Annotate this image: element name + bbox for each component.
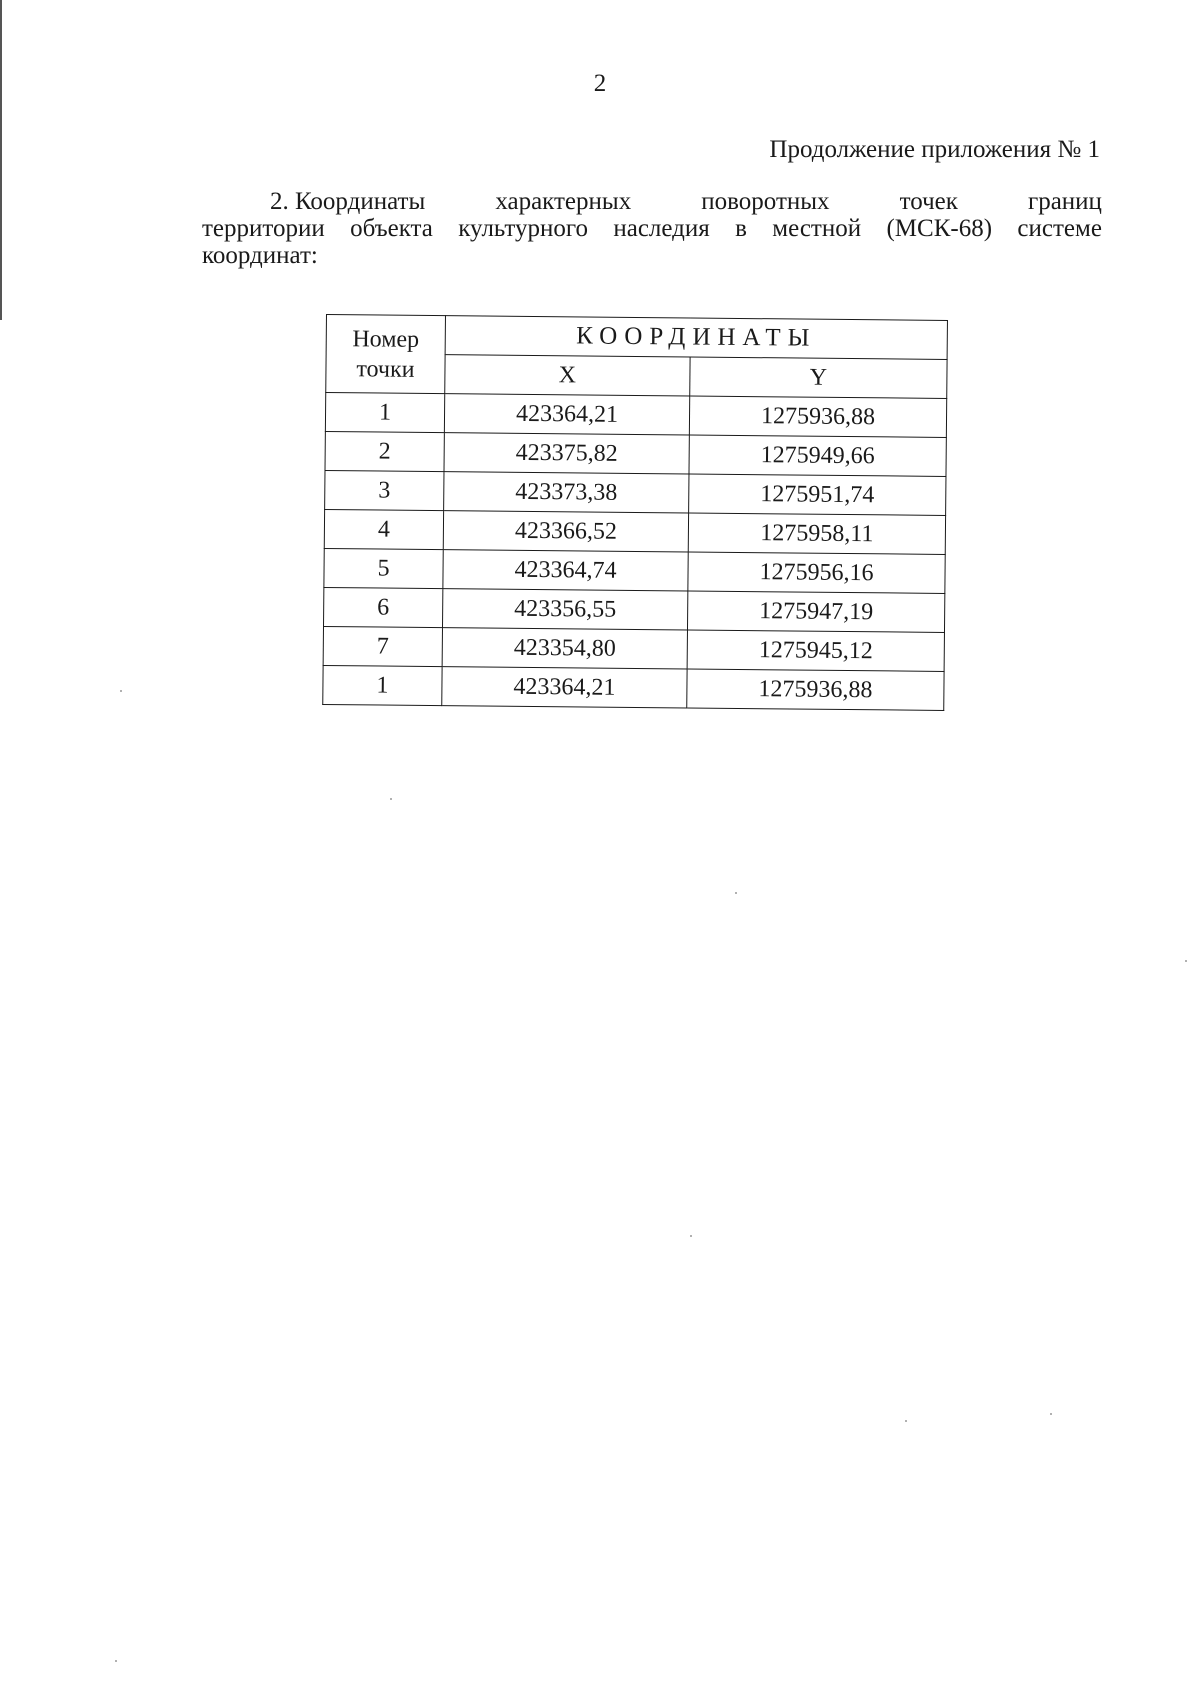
paragraph-word: в bbox=[735, 215, 747, 242]
scan-speck bbox=[1185, 960, 1187, 962]
point-number-header: Номер точки bbox=[326, 315, 446, 394]
y-coordinate-cell: 1275945,12 bbox=[687, 630, 944, 671]
y-header: Y bbox=[690, 357, 947, 398]
point-number-cell: 6 bbox=[324, 587, 443, 627]
paragraph-word: (МСК-68) bbox=[886, 215, 993, 242]
scan-speck bbox=[690, 1235, 692, 1237]
x-coordinate-cell: 423373,38 bbox=[444, 472, 689, 513]
y-coordinate-cell: 1275947,19 bbox=[687, 591, 944, 632]
paragraph-word: характерных bbox=[495, 188, 632, 215]
y-coordinate-cell: 1275951,74 bbox=[689, 474, 946, 515]
point-number-cell: 5 bbox=[324, 548, 443, 588]
x-coordinate-cell: 423364,74 bbox=[443, 550, 688, 591]
paragraph-word: координат: bbox=[202, 242, 318, 269]
paragraph-word: 2. Координаты bbox=[270, 188, 426, 215]
paragraph-word: местной bbox=[772, 215, 862, 242]
table-row bbox=[325, 470, 946, 515]
y-coordinate-cell: 1275958,11 bbox=[688, 513, 945, 554]
paragraph-word: объекта bbox=[350, 215, 433, 242]
paragraph-line-1 bbox=[202, 188, 1102, 215]
paragraph-word: поворотных bbox=[701, 188, 830, 215]
table-row bbox=[324, 509, 945, 554]
scan-speck bbox=[115, 1660, 117, 1662]
scan-speck bbox=[735, 892, 737, 894]
x-coordinate-cell: 423356,55 bbox=[442, 589, 687, 630]
x-header: X bbox=[445, 355, 690, 396]
point-number-cell: 1 bbox=[325, 393, 444, 433]
y-coordinate-cell: 1275936,88 bbox=[687, 669, 944, 710]
section-paragraph bbox=[202, 188, 1102, 269]
table-row bbox=[324, 548, 945, 593]
coordinates-table-body bbox=[323, 393, 947, 711]
coordinates-group-header: КООРДИНАТЫ bbox=[445, 316, 947, 360]
table-row bbox=[325, 393, 946, 438]
page-number: 2 bbox=[593, 70, 607, 97]
paragraph-word: системе bbox=[1017, 215, 1102, 242]
scan-speck bbox=[120, 690, 122, 692]
coordinates-table bbox=[322, 314, 948, 711]
table-row bbox=[324, 587, 945, 632]
y-coordinate-cell: 1275956,16 bbox=[688, 552, 945, 593]
y-coordinate-cell: 1275936,88 bbox=[689, 396, 946, 437]
point-number-cell: 1 bbox=[323, 665, 442, 705]
table-row bbox=[325, 431, 946, 476]
point-number-cell: 2 bbox=[325, 431, 444, 471]
paragraph-word: границ bbox=[1027, 188, 1102, 215]
scan-speck bbox=[1050, 1413, 1052, 1415]
paragraph-word: территории bbox=[202, 215, 325, 242]
x-coordinate-cell: 423375,82 bbox=[444, 433, 689, 474]
x-coordinate-cell: 423364,21 bbox=[442, 667, 687, 708]
point-number-cell: 7 bbox=[323, 626, 442, 666]
paragraph-word: культурного bbox=[458, 215, 588, 242]
paragraph-line-2 bbox=[202, 215, 1102, 242]
paragraph-word: точек bbox=[899, 188, 958, 215]
scan-speck bbox=[905, 1420, 907, 1422]
point-number-cell: 3 bbox=[325, 470, 444, 510]
table-row bbox=[323, 626, 944, 671]
appendix-continuation-label: Продолжение приложения № 1 bbox=[769, 136, 1100, 163]
y-coordinate-cell: 1275949,66 bbox=[689, 435, 946, 476]
scan-speck bbox=[390, 798, 392, 800]
table-row bbox=[323, 665, 944, 710]
paragraph-word: наследия bbox=[613, 215, 710, 242]
paragraph-line-3 bbox=[202, 242, 1102, 269]
scan-left-edge bbox=[0, 0, 2, 320]
x-coordinate-cell: 423364,21 bbox=[444, 394, 689, 435]
x-coordinate-cell: 423354,80 bbox=[442, 628, 687, 669]
point-number-cell: 4 bbox=[324, 509, 443, 549]
x-coordinate-cell: 423366,52 bbox=[443, 511, 688, 552]
